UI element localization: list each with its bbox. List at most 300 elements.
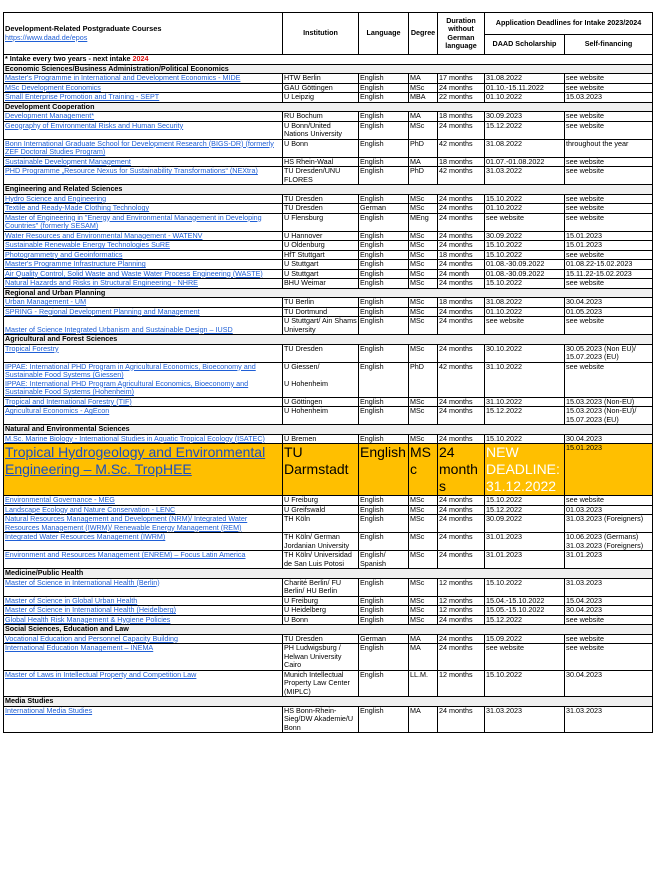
language-cell: English: [359, 83, 409, 93]
daad-deadline-cell: 15.10.2022: [485, 578, 565, 596]
course-link[interactable]: Natural Hazards and Risks in Structural Engineering - NHRE: [5, 278, 198, 287]
institution-text: GAU Göttingen: [284, 83, 333, 92]
course-link[interactable]: Hydro Science and Engineering: [5, 194, 107, 203]
institution-cell: [283, 606, 359, 616]
language-cell: English: [359, 139, 409, 157]
self-financing-deadline-cell: 15.04.2023: [565, 596, 653, 606]
degree-cell: MSc: [409, 596, 438, 606]
institution-text: PH Ludwigsburg / Helwan University Cairo: [284, 643, 342, 669]
language-cell: English: [359, 317, 409, 335]
course-cell: [4, 706, 283, 733]
language-cell: English: [359, 307, 409, 317]
self-financing-deadline-cell: throughout the year: [565, 139, 653, 157]
language-cell: English: [359, 505, 409, 515]
course-cell: [4, 615, 283, 625]
daad-deadline-cell: 30.10.2022: [485, 344, 565, 362]
degree-cell: MSc: [409, 515, 438, 533]
duration-cell: 18 months: [438, 250, 485, 260]
degree-cell: MSc: [409, 615, 438, 625]
institution-cell: [283, 213, 359, 231]
course-table-sheet: [3, 12, 652, 733]
course-cell: [4, 644, 283, 671]
section-header-row: [4, 625, 653, 635]
institution-text: U Hohenheim: [284, 378, 328, 388]
course-cell: [4, 139, 283, 157]
institution-cell: [283, 496, 359, 506]
table-row: [4, 444, 653, 496]
course-link[interactable]: M.Sc. Marine Biology - International Studies in Aquatic Tropical Ecology (ISATEC): [5, 434, 265, 443]
course-cell: [4, 578, 283, 596]
language-cell: English: [359, 533, 409, 551]
self-financing-deadline-cell: see website: [565, 496, 653, 506]
table-row: [4, 551, 653, 569]
institution-cell: [283, 112, 359, 122]
course-link[interactable]: Master of Science in International Health (Berlin): [5, 578, 160, 587]
institution-text: HfT Stuttgart: [284, 250, 325, 259]
daad-deadline-cell: 31.08.2022: [485, 74, 565, 84]
daad-deadline-cell: 01.10.2022: [485, 204, 565, 214]
course-link[interactable]: IPPAE: International PHD Program in Agricultural Economics, Bioeconomy and Sustainable Food Systems (Giessen): [5, 362, 256, 379]
course-link[interactable]: International Media Studies: [5, 706, 93, 715]
course-cell: [4, 260, 283, 270]
course-link[interactable]: Master of Engineering in "Energy and Environmental Management in Developing Countries" (formerly SESAM): [5, 213, 262, 230]
course-link[interactable]: Integrated Water Resources Management (IWRM): [5, 532, 166, 541]
course-link[interactable]: Sustainable Development Management: [5, 157, 131, 166]
section-title: Social Sciences, Education and Law: [4, 625, 653, 635]
course-cell: [4, 194, 283, 204]
language-cell: English: [359, 260, 409, 270]
duration-cell: 42 months: [438, 167, 485, 185]
table-row: [4, 706, 653, 733]
degree-cell: MA: [409, 112, 438, 122]
language-cell: English: [359, 194, 409, 204]
degree-cell: MA: [409, 74, 438, 84]
course-link[interactable]: Water Resources and Environmental Management - WATENV: [5, 231, 203, 240]
course-link[interactable]: Tropical Forestry: [5, 344, 59, 353]
self-financing-deadline-cell: 15.01.2023: [565, 241, 653, 251]
duration-cell: 18 months: [438, 298, 485, 308]
degree-cell: MSc: [409, 194, 438, 204]
duration-cell: 24 months: [438, 121, 485, 139]
duration-cell: 24 months: [438, 644, 485, 671]
self-financing-deadline-cell: see website: [565, 634, 653, 644]
course-link[interactable]: Master of Science Integrated Urbanism and Sustainable Design – IUSD: [5, 324, 233, 334]
language-cell: English: [359, 606, 409, 616]
duration-cell: 24 months: [438, 194, 485, 204]
table-row: [4, 213, 653, 231]
course-cell: [4, 634, 283, 644]
self-financing-deadline-cell: see website: [565, 83, 653, 93]
duration-cell: 24 months: [438, 634, 485, 644]
course-link[interactable]: Landscape Ecology and Nature Conservation - LENC: [5, 505, 176, 514]
course-cell: [4, 307, 283, 317]
course-link[interactable]: Master's Programme in International and Development Economics - MIDE: [5, 73, 241, 82]
institution-cell: [283, 644, 359, 671]
institution-cell: [283, 241, 359, 251]
institution-text: U Hannover: [284, 231, 323, 240]
institution-text: TU Darmstadt: [284, 444, 349, 477]
duration-cell: 24 months: [438, 344, 485, 362]
self-financing-deadline-cell: see website: [565, 194, 653, 204]
table-row: [4, 317, 653, 335]
table-row: [4, 167, 653, 185]
daad-deadline-cell: see website: [485, 644, 565, 671]
daad-deadline-cell: 01.10.2022: [485, 93, 565, 103]
self-financing-deadline-cell: 31.03.2023: [565, 706, 653, 733]
section-title: Economic Sciences/Business Administration/Political Economics: [4, 64, 653, 74]
intake-note-text: * Intake every two years - next intake: [5, 54, 133, 63]
self-financing-deadline-cell: see website: [565, 167, 653, 185]
course-table: [3, 12, 653, 733]
intake-note: [4, 55, 653, 65]
intake-note-year: 2024: [132, 54, 149, 63]
degree-cell: MSc: [409, 241, 438, 251]
degree-cell: MA: [409, 157, 438, 167]
course-cell: [4, 397, 283, 407]
section-title: Media Studies: [4, 697, 653, 707]
daad-deadline-cell: 01.10.2022: [485, 307, 565, 317]
daad-deadline-cell: 15.12.2022: [485, 615, 565, 625]
daad-deadline-cell: 15.12.2022: [485, 407, 565, 425]
institution-cell: [283, 434, 359, 444]
degree-cell: MSc: [409, 444, 438, 496]
institution-cell: [283, 397, 359, 407]
section-header-row: [4, 185, 653, 195]
section-header-row: [4, 288, 653, 298]
table-row: [4, 298, 653, 308]
table-row: [4, 606, 653, 616]
institution-cell: [283, 307, 359, 317]
course-cell: [4, 434, 283, 444]
daad-deadline-cell: 31.01.2023: [485, 533, 565, 551]
institution-text: U Bonn: [284, 139, 308, 148]
duration-cell: 24 months: [438, 444, 485, 496]
course-cell: [4, 533, 283, 551]
course-link[interactable]: Global Health Risk Management & Hygiene Policies: [5, 615, 171, 624]
language-cell: English: [359, 241, 409, 251]
duration-cell: 24 months: [438, 279, 485, 289]
self-financing-deadline-cell: 15.03.2023: [565, 93, 653, 103]
institution-cell: [283, 269, 359, 279]
self-financing-deadline-cell: see website: [565, 121, 653, 139]
course-link[interactable]: Environmental Governance - MEG: [5, 495, 115, 504]
course-link[interactable]: SPRING - Regional Development Planning and Management: [5, 307, 200, 316]
course-link[interactable]: Bonn International Graduate School for Development Research (BIGS-DR) (formerly ZEF Doctoral Studies Program): [5, 139, 274, 156]
language-cell: English: [359, 515, 409, 533]
language-cell: English: [359, 444, 409, 496]
institution-text: HS Rhein-Waal: [284, 157, 334, 166]
section-header-row: [4, 64, 653, 74]
self-financing-deadline-cell: 01.03.2023: [565, 505, 653, 515]
degree-cell: PhD: [409, 362, 438, 397]
page-title: Development-Related Postgraduate Courses: [5, 24, 162, 33]
course-link[interactable]: Geography of Environmental Risks and Human Security: [5, 121, 184, 130]
institution-text: U Giessen/: [284, 362, 320, 371]
degree-cell: MSc: [409, 578, 438, 596]
institution-cell: [283, 93, 359, 103]
course-cell: [4, 83, 283, 93]
table-row: [4, 157, 653, 167]
institution-text: U Freiburg: [284, 596, 318, 605]
self-financing-deadline-cell: see website: [565, 213, 653, 231]
course-link[interactable]: Air Quality Control, Solid Waste and Waste Water Process Engineering (WASTE): [5, 269, 263, 278]
self-financing-deadline-cell: 31.03.2023: [565, 578, 653, 596]
table-row: [4, 407, 653, 425]
institution-text: TU Dresden: [284, 634, 323, 643]
degree-cell: MSc: [409, 307, 438, 317]
course-cell: [4, 551, 283, 569]
language-cell: English: [359, 74, 409, 84]
duration-cell: 12 months: [438, 606, 485, 616]
self-financing-deadline-cell: see website: [565, 74, 653, 84]
daad-deadline-cell: 15.10.2022: [485, 434, 565, 444]
language-cell: English: [359, 121, 409, 139]
institution-cell: [283, 634, 359, 644]
course-link[interactable]: Textile and Ready-Made Clothing Technology: [5, 203, 150, 212]
duration-cell: 24 months: [438, 307, 485, 317]
header-title-cell: [4, 13, 283, 55]
duration-cell: 24 months: [438, 317, 485, 335]
course-link[interactable]: Sustainable Renewable Energy Technologies SuRE: [5, 240, 170, 249]
institution-cell: [283, 578, 359, 596]
course-link[interactable]: Small Enterprise Promotion and Training - SEPT: [5, 92, 160, 101]
language-cell: English: [359, 157, 409, 167]
language-cell: English: [359, 250, 409, 260]
daad-epos-link[interactable]: https://www.daad.de/epos: [5, 32, 88, 42]
degree-cell: MSc: [409, 279, 438, 289]
course-cell: [4, 279, 283, 289]
degree-cell: MSc: [409, 505, 438, 515]
institution-cell: [283, 533, 359, 551]
self-financing-deadline-cell: 31.03.2023 (Foreigners): [565, 515, 653, 533]
degree-cell: MSc: [409, 434, 438, 444]
degree-cell: MSc: [409, 298, 438, 308]
section-header-row: [4, 102, 653, 112]
duration-cell: 24 months: [438, 241, 485, 251]
course-cell: [4, 74, 283, 84]
institution-cell: [283, 139, 359, 157]
institution-cell: [283, 505, 359, 515]
institution-text: U Leipzig: [284, 92, 314, 101]
daad-deadline-cell: 15.04.-15.10.2022: [485, 596, 565, 606]
course-cell: [4, 496, 283, 506]
self-financing-deadline-cell: see website: [565, 204, 653, 214]
language-cell: English: [359, 615, 409, 625]
table-row: [4, 615, 653, 625]
institution-text: TH Köln: [284, 514, 310, 523]
table-row: [4, 194, 653, 204]
course-link[interactable]: IPPAE: International PHD Program Agricultural Economics, Bioeconomy and Sustainable Food Systems (Hohenheim): [5, 378, 249, 396]
daad-deadline-cell: 30.09.2022: [485, 515, 565, 533]
self-financing-deadline-cell: 30.05.2023 (Non EU)/ 15.07.2023 (EU): [565, 344, 653, 362]
course-cell: [4, 241, 283, 251]
duration-cell: 22 months: [438, 93, 485, 103]
daad-deadline-cell: 31.08.2022: [485, 298, 565, 308]
degree-cell: MEng: [409, 213, 438, 231]
daad-deadline-cell: 31.10.2022: [485, 362, 565, 397]
self-financing-deadline-cell: see website: [565, 615, 653, 625]
table-row: [4, 83, 653, 93]
section-header-row: [4, 335, 653, 345]
institution-text: U Bonn/United Nations University: [284, 121, 342, 138]
degree-cell: MSc: [409, 83, 438, 93]
degree-cell: MSc: [409, 344, 438, 362]
daad-deadline-cell: 01.07.-01.08.2022: [485, 157, 565, 167]
col-degree-header: Degree: [409, 13, 438, 55]
daad-deadline-cell: 01.10.-15.11.2022: [485, 83, 565, 93]
section-title: Engineering and Related Sciences: [4, 185, 653, 195]
language-cell: English: [359, 231, 409, 241]
course-link[interactable]: MSc Development Economics: [5, 83, 101, 92]
self-financing-deadline-cell: 01.05.2023: [565, 307, 653, 317]
course-link[interactable]: Tropical and International Forestry (TIF): [5, 397, 132, 406]
daad-deadline-cell: 15.10.2022: [485, 670, 565, 697]
duration-cell: 18 months: [438, 157, 485, 167]
daad-deadline-cell: 15.05.-15.10.2022: [485, 606, 565, 616]
self-financing-deadline-cell: 10.06.2023 (Germans) 31.03.2023 (Foreigners): [565, 533, 653, 551]
degree-cell: MSc: [409, 121, 438, 139]
duration-cell: 24 months: [438, 551, 485, 569]
table-row: [4, 533, 653, 551]
course-link[interactable]: Photogrammetry and Geoinformatics: [5, 250, 123, 259]
degree-cell: MSc: [409, 496, 438, 506]
course-link[interactable]: PHD Programme „Resource Nexus for Sustainability Transformations“ (NEXtra): [5, 166, 258, 175]
table-row: [4, 496, 653, 506]
language-cell: English: [359, 167, 409, 185]
self-financing-deadline-cell: 01.08.22-15.02.2023: [565, 260, 653, 270]
section-header-row: [4, 569, 653, 579]
course-link[interactable]: Natural Resources Management and Development (NRM)/ Integrated Water Resources Management (IWRM)/ Renewable Energy Management (REM): [5, 514, 248, 532]
institution-text: TH Köln/ Universidad de San Luis Potosi: [284, 550, 352, 568]
institution-text: HS Bonn-Rhein-Sieg/DW Akademie/U Bonn: [284, 706, 354, 732]
table-row: [4, 596, 653, 606]
language-cell: German: [359, 634, 409, 644]
course-link[interactable]: Master of Science in Global Urban Health: [5, 596, 138, 605]
course-cell: [4, 250, 283, 260]
table-row: [4, 241, 653, 251]
degree-cell: MSc: [409, 606, 438, 616]
language-cell: German: [359, 204, 409, 214]
table-body: [4, 64, 653, 733]
table-row: [4, 204, 653, 214]
course-cell: [4, 167, 283, 185]
degree-cell: MSc: [409, 260, 438, 270]
institution-text: U Bonn: [284, 615, 308, 624]
course-link[interactable]: Master of Science in International Health (Heidelberg): [5, 605, 176, 614]
table-row: [4, 279, 653, 289]
course-cell: [4, 407, 283, 425]
institution-cell: [283, 279, 359, 289]
col-duration-header: Duration without German language: [438, 13, 485, 55]
table-row: [4, 260, 653, 270]
institution-text: U Stuttgart: [284, 269, 319, 278]
daad-deadline-cell: 31.08.2022: [485, 139, 565, 157]
institution-cell: [283, 706, 359, 733]
duration-cell: 24 months: [438, 213, 485, 231]
degree-cell: MSc: [409, 317, 438, 335]
institution-text: Charité Berlin/ FU Berlin/ HU Berlin: [284, 578, 342, 595]
course-cell: [4, 121, 283, 139]
self-financing-deadline-cell: 30.04.2023: [565, 670, 653, 697]
course-link[interactable]: Tropical Hydrogeology and Environmental Engineering – M.Sc. TropHEE: [5, 444, 266, 477]
table-row: [4, 93, 653, 103]
course-link[interactable]: International Education Management – INEMA: [5, 643, 154, 652]
language-cell: English: [359, 397, 409, 407]
col-institution-header: Institution: [283, 13, 359, 55]
duration-cell: 42 months: [438, 139, 485, 157]
self-financing-deadline-cell: see website: [565, 250, 653, 260]
duration-cell: 42 months: [438, 362, 485, 397]
language-cell: English: [359, 644, 409, 671]
institution-text: U Flensburg: [284, 213, 324, 222]
course-cell: [4, 93, 283, 103]
institution-cell: [283, 74, 359, 84]
section-title: Natural and Environmental Sciences: [4, 425, 653, 435]
institution-cell: [283, 515, 359, 533]
language-cell: English: [359, 298, 409, 308]
self-financing-deadline-cell: see website: [565, 317, 653, 335]
course-link[interactable]: Master's Programme Infrastructure Planning: [5, 259, 146, 268]
institution-cell: [283, 260, 359, 270]
course-link[interactable]: Vocational Education and Personnel Capacity Building: [5, 634, 179, 643]
institution-cell: [283, 121, 359, 139]
duration-cell: 24 months: [438, 204, 485, 214]
course-cell: [4, 213, 283, 231]
institution-text: U Stuttgart/ Ain Shams University: [284, 316, 357, 334]
institution-cell: [283, 167, 359, 185]
self-financing-deadline-cell: see website: [565, 279, 653, 289]
language-cell: English: [359, 434, 409, 444]
course-link[interactable]: Urban Management - UM: [5, 297, 87, 306]
daad-deadline-cell: 15.09.2022: [485, 634, 565, 644]
institution-cell: [283, 317, 359, 335]
daad-deadline-cell: 30.09.2023: [485, 112, 565, 122]
self-financing-deadline-cell: 30.04.2023: [565, 606, 653, 616]
duration-cell: 24 months: [438, 533, 485, 551]
self-financing-deadline-cell: see website: [565, 644, 653, 671]
institution-cell: [283, 407, 359, 425]
course-cell: [4, 344, 283, 362]
language-cell: English: [359, 706, 409, 733]
course-link[interactable]: Master of Laws in Intellectual Property and Competition Law: [5, 670, 197, 679]
language-cell: English: [359, 112, 409, 122]
language-cell: English: [359, 269, 409, 279]
language-cell: English: [359, 670, 409, 697]
degree-cell: MA: [409, 706, 438, 733]
duration-cell: 24 months: [438, 505, 485, 515]
degree-cell: MA: [409, 644, 438, 671]
course-cell: [4, 204, 283, 214]
institution-text: U Greifswald: [284, 505, 326, 514]
institution-text: TU Dresden: [284, 344, 323, 353]
section-title: Medicine/Public Health: [4, 569, 653, 579]
institution-text: TU Berlin: [284, 297, 314, 306]
table-row: [4, 307, 653, 317]
course-cell: [4, 505, 283, 515]
table-row: [4, 231, 653, 241]
course-cell: [4, 157, 283, 167]
self-financing-deadline-cell: see website: [565, 362, 653, 397]
section-title: Agricultural and Forest Sciences: [4, 335, 653, 345]
daad-deadline-cell: 30.09.2022: [485, 231, 565, 241]
course-link[interactable]: Agricultural Economics - AgEcon: [5, 406, 110, 415]
daad-deadline-cell: 31.03.2022: [485, 167, 565, 185]
degree-cell: MSc: [409, 533, 438, 551]
self-financing-deadline-cell: 15.03.2023 (Non-EU): [565, 397, 653, 407]
degree-cell: MSc: [409, 204, 438, 214]
course-link[interactable]: Environment and Resources Management (ENREM) – Focus Latin America: [5, 550, 246, 559]
course-link[interactable]: Development Management*: [5, 111, 95, 120]
